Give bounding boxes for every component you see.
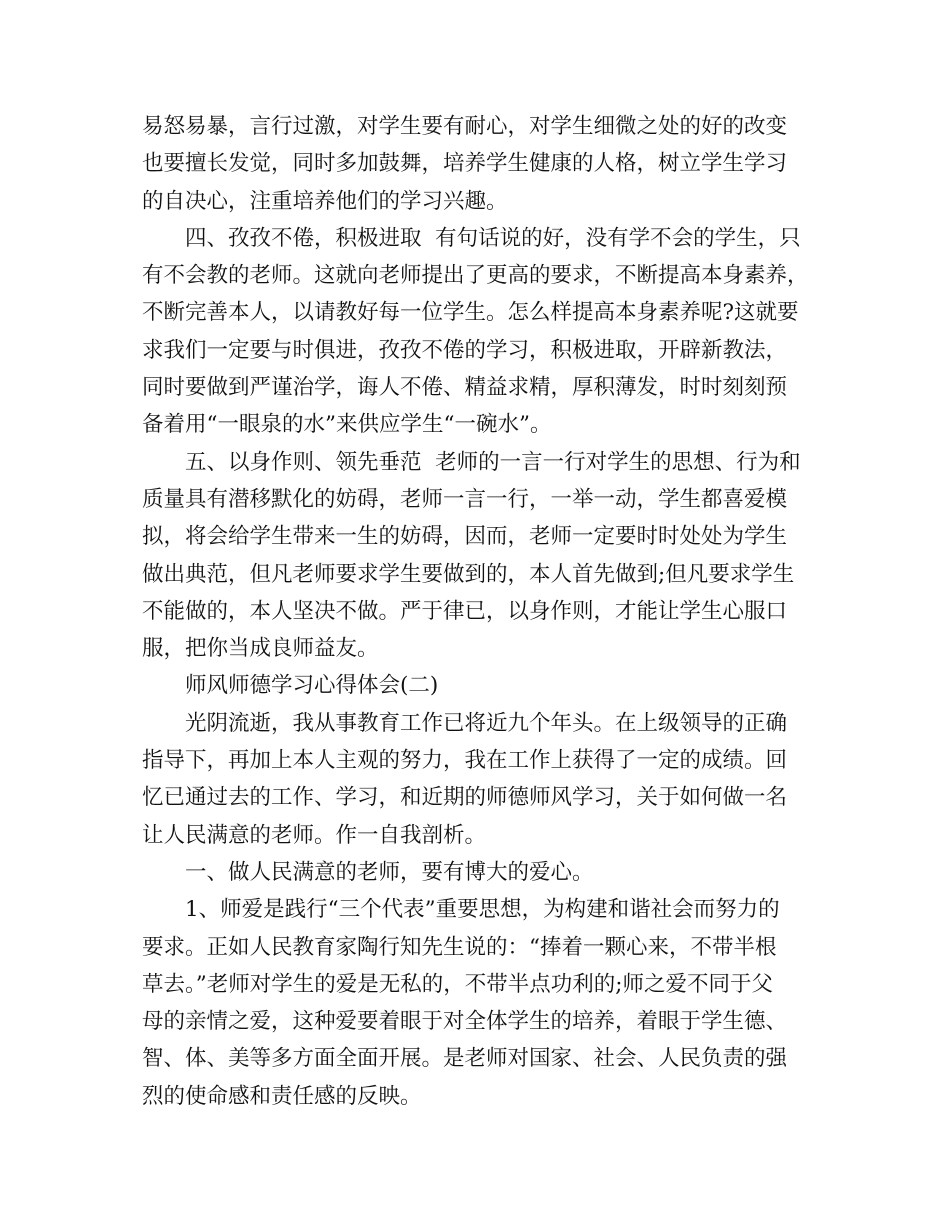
text-line: 同时要做到严谨治学，诲人不倦、精益求精，厚积薄发，时时刻刻预	[142, 375, 788, 401]
text-line: 服，把你当成良师益友。	[142, 636, 379, 662]
section-heading-line: 四、孜孜不倦，积极进取 有句话说的好，没有学不会的学生，只	[185, 225, 801, 251]
paragraph-start-line: 光阴流逝，我从事教育工作已将近九个年头。在上级领导的正确	[185, 710, 788, 736]
text-line: 拟，将会给学生带来一生的妨碍，因而，老师一定要时时处处为学生	[142, 524, 788, 550]
document-body	[142, 108, 822, 1115]
text-line: 有不会教的老师。这就向老师提出了更高的要求，不断提高本身素养，	[142, 263, 809, 289]
text-line: 要求。正如人民教育家陶行知先生说的：“捧着一颗心来，不带半根	[142, 934, 777, 960]
text-line: 忆已通过去的工作、学习，和近期的师德师风学习，关于如何做一名	[142, 785, 788, 811]
paragraph-start-line: 1、师爱是践行“三个代表”重要思想，为构建和谐社会而努力的	[185, 897, 780, 923]
text-line: 烈的使命感和责任感的反映。	[142, 1083, 422, 1109]
section-heading-line: 五、以身作则、领先垂范 老师的一言一行对学生的思想、行为和	[185, 449, 801, 475]
text-line: 智、体、美等多方面全面开展。是老师对国家、社会、人民负责的强	[142, 1046, 788, 1072]
text-line: 草去。”老师对学生的爱是无私的，不带半点功利的;师之爱不同于父	[142, 971, 773, 997]
text-line: 做出典范，但凡老师要求学生要做到的，本人首先做到;但凡要求学生	[142, 561, 795, 587]
subtitle-line: 师风师德学习心得体会(二)	[185, 673, 439, 699]
section-heading-line: 一、做人民满意的老师，要有博大的爱心。	[185, 859, 594, 885]
text-line: 也要擅长发觉，同时多加鼓舞，培养学生健康的人格，树立学生学习	[142, 151, 788, 177]
text-line: 的自决心，注重培养他们的学习兴趣。	[142, 188, 508, 214]
text-line: 不能做的，本人坚决不做。严于律已，以身作则，才能让学生心服口	[142, 598, 788, 624]
text-line: 指导下，再加上本人主观的努力，我在工作上获得了一定的成绩。回	[142, 748, 788, 774]
text-line: 易怒易暴，言行过激，对学生要有耐心，对学生细微之处的好的改变	[142, 114, 788, 139]
text-line: 备着用“一眼泉的水”来供应学生“一碗水”。	[142, 412, 552, 438]
text-line: 求我们一定要与时俱进，孜孜不倦的学习，积极进取，开辟新教法，	[142, 337, 788, 363]
text-line: 不断完善本人，以请教好每一位学生。怎么样提高本身素养呢?这就要	[142, 300, 799, 326]
text-line: 让人民满意的老师。作一自我剖析。	[142, 822, 487, 848]
text-line: 质量具有潜移默化的妨碍，老师一言一行，一举一动，学生都喜爱模	[142, 486, 788, 512]
text-line: 母的亲情之爱，这种爱要着眼于对全体学生的培养，着眼于学生德、	[142, 1009, 788, 1035]
